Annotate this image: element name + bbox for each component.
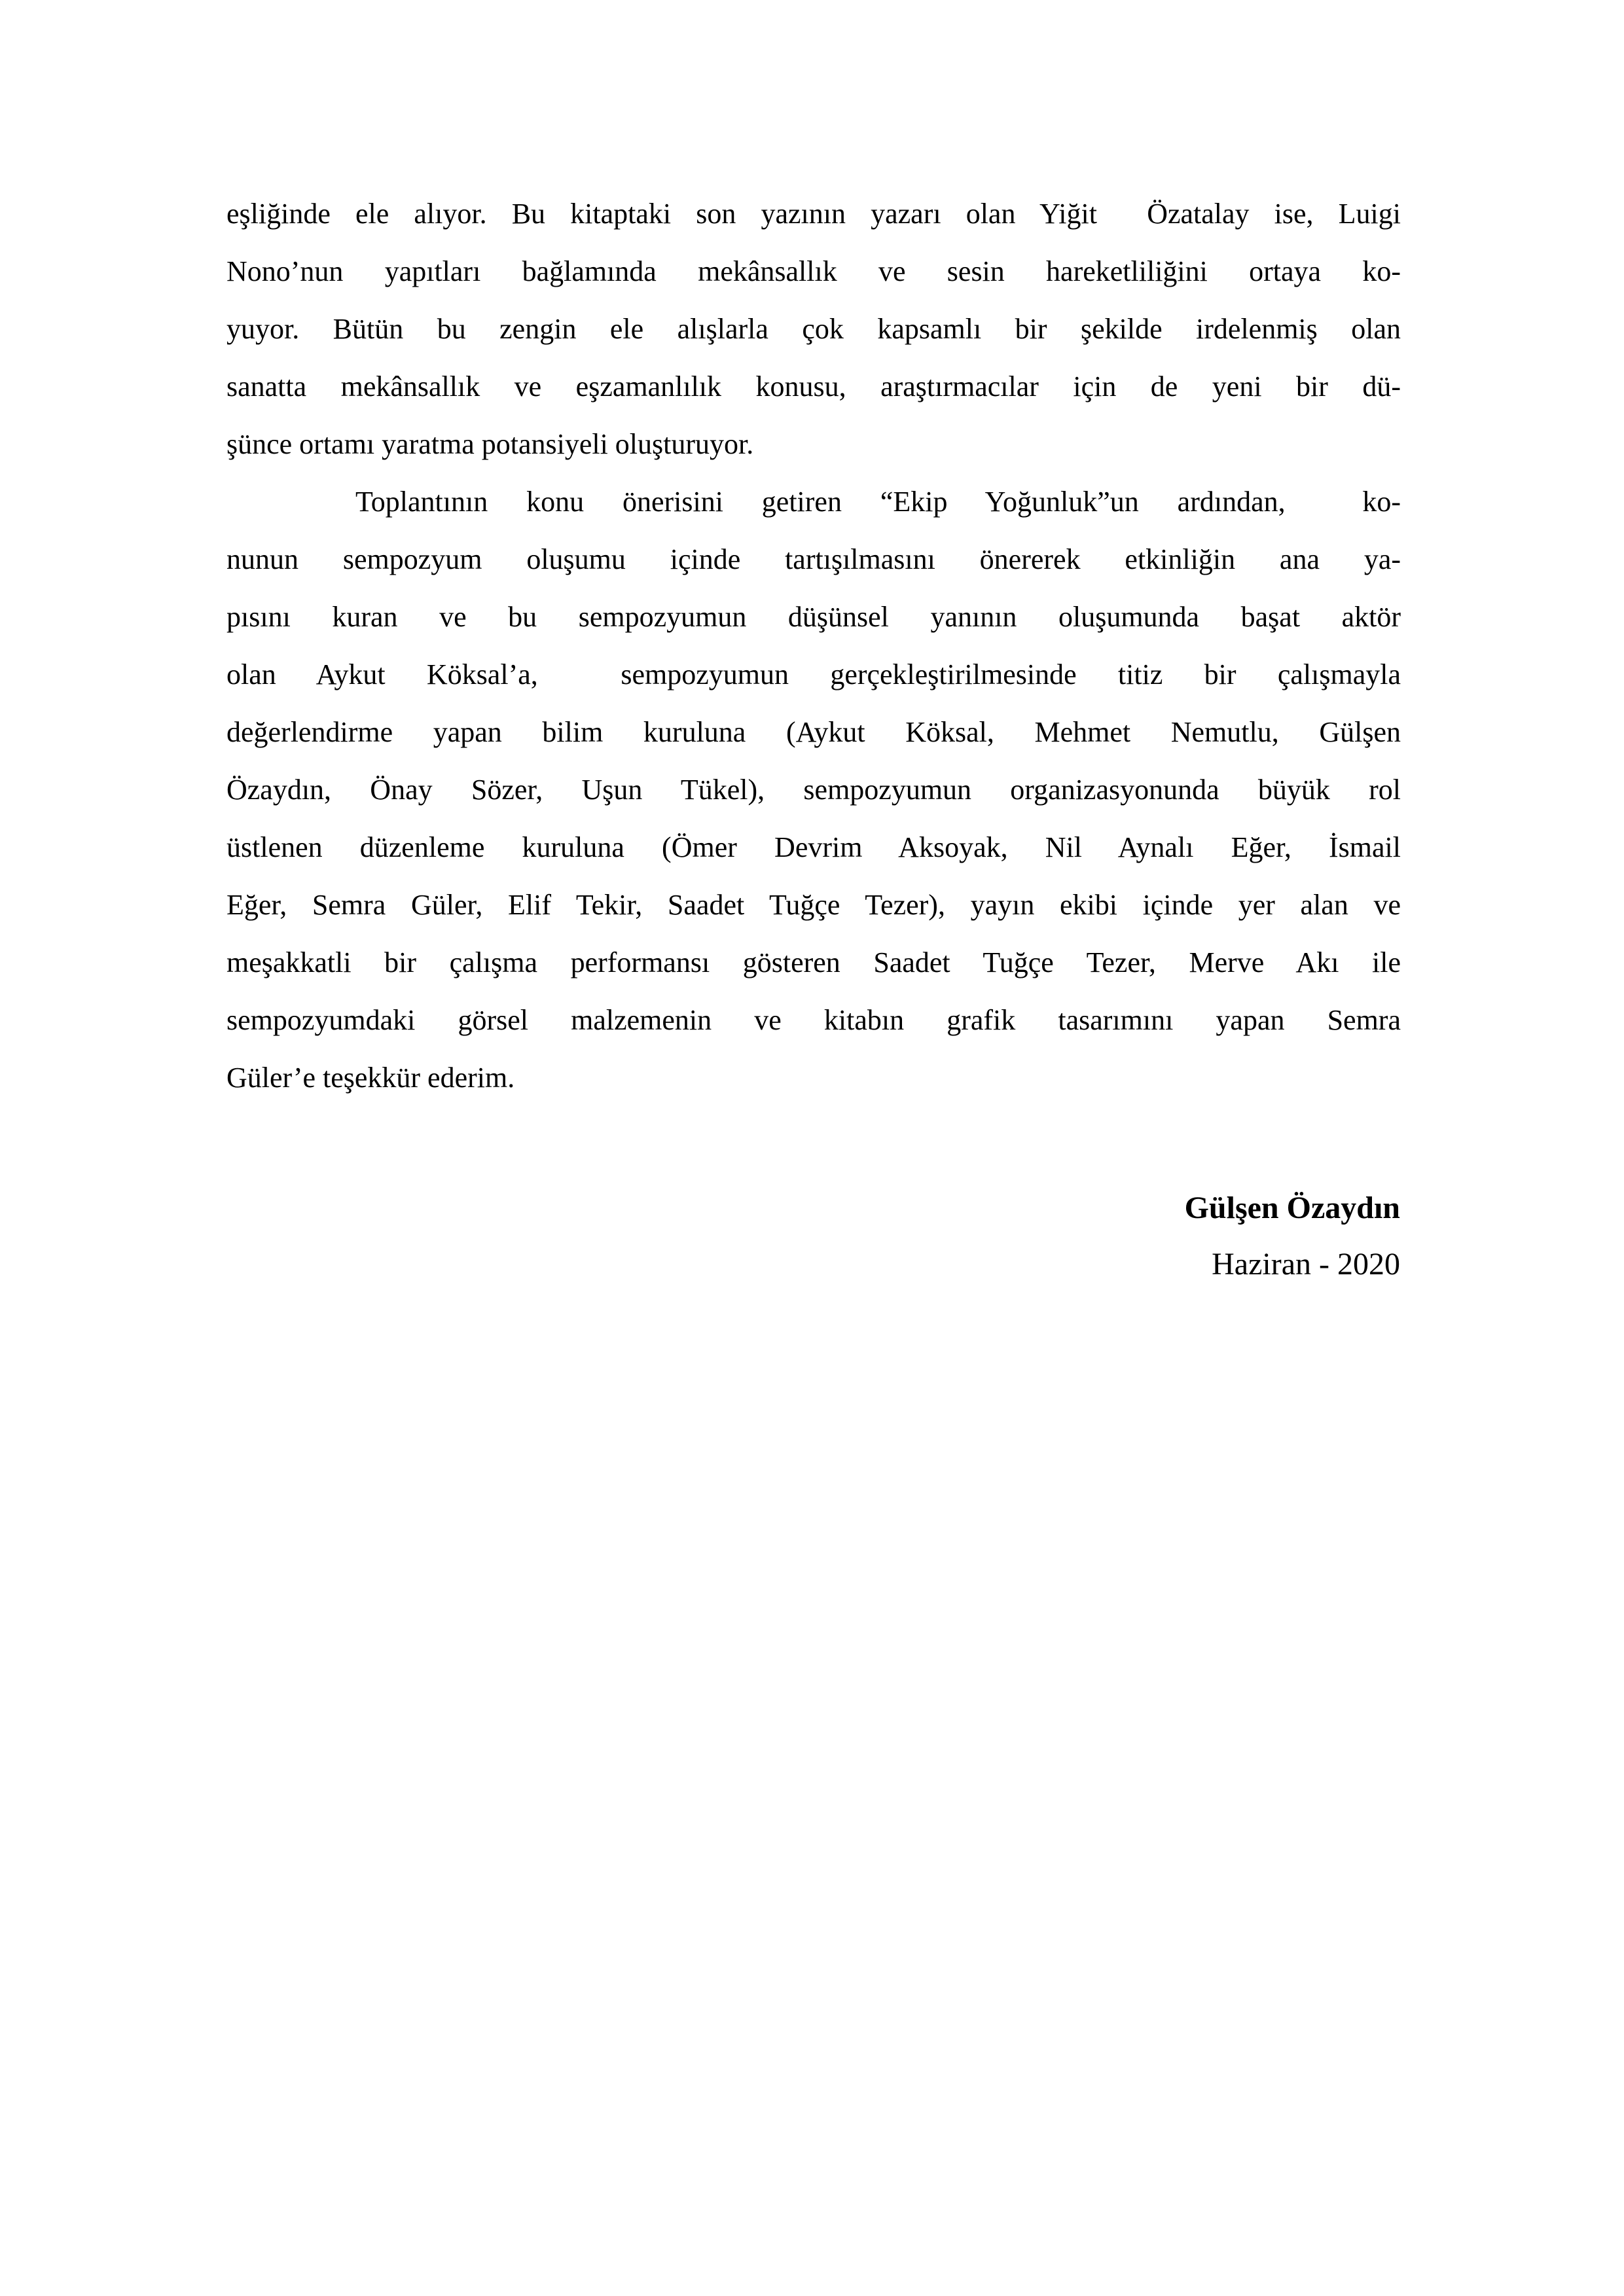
- signature-date: Haziran - 2020: [1212, 1247, 1400, 1282]
- text-line: yuyor. Bütün bu zengin ele alışlarla çok kapsamlı bir şekilde irdelenmiş olan: [226, 313, 1401, 345]
- text-line: Özaydın, Önay Sözer, Uşun Tükel), sempozyumun organizasyonunda büyük rol: [226, 774, 1401, 806]
- text-line: olan Aykut Köksal’a, sempozyumun gerçekleştirilmesinde titiz bir çalışmayla: [226, 658, 1401, 691]
- signature-name: Gülşen Özaydın: [1184, 1191, 1400, 1225]
- text-line: şünce ortamı yaratma potansiyeli oluşturuyor.: [226, 428, 754, 460]
- text-line: eşliğinde ele alıyor. Bu kitaptaki son yazının yazarı olan Yiğit Özatalay ise, Luigi: [226, 198, 1401, 230]
- text-line: üstlenen düzenleme kuruluna (Ömer Devrim Aksoyak, Nil Aynalı Eğer, İsmail: [226, 831, 1401, 863]
- text-line: Toplantının konu önerisini getiren “Ekip Yoğunluk”un ardından, ko-: [355, 486, 1401, 518]
- text-line: nunun sempozyum oluşumu içinde tartışılmasını önererek etkinliğin ana ya-: [226, 543, 1401, 575]
- text-line: değerlendirme yapan bilim kuruluna (Aykut Köksal, Mehmet Nemutlu, Gülşen: [226, 716, 1401, 748]
- text-line: meşakkatli bir çalışma performansı gösteren Saadet Tuğçe Tezer, Merve Akı ile: [226, 946, 1401, 978]
- text-line: sempozyumdaki görsel malzemenin ve kitabın grafik tasarımını yapan Semra: [226, 1004, 1401, 1036]
- body-text: [226, 185, 1401, 1107]
- text-line: Güler’e teşekkür ederim.: [226, 1062, 515, 1094]
- paragraph-2: [226, 473, 1401, 1107]
- text-line: pısını kuran ve bu sempozyumun düşünsel yanının oluşumunda başat aktör: [226, 601, 1401, 633]
- signature-block: [1185, 1180, 1400, 1293]
- paragraph-1: [226, 185, 1401, 473]
- text-line: sanatta mekânsallık ve eşzamanlılık konusu, araştırmacılar için de yeni bir dü-: [226, 370, 1401, 403]
- text-line: Nono’nun yapıtları bağlamında mekânsallık ve sesin hareketliliğini ortaya ko-: [226, 255, 1401, 287]
- text-line: Eğer, Semra Güler, Elif Tekir, Saadet Tuğçe Tezer), yayın ekibi içinde yer alan ve: [226, 889, 1401, 921]
